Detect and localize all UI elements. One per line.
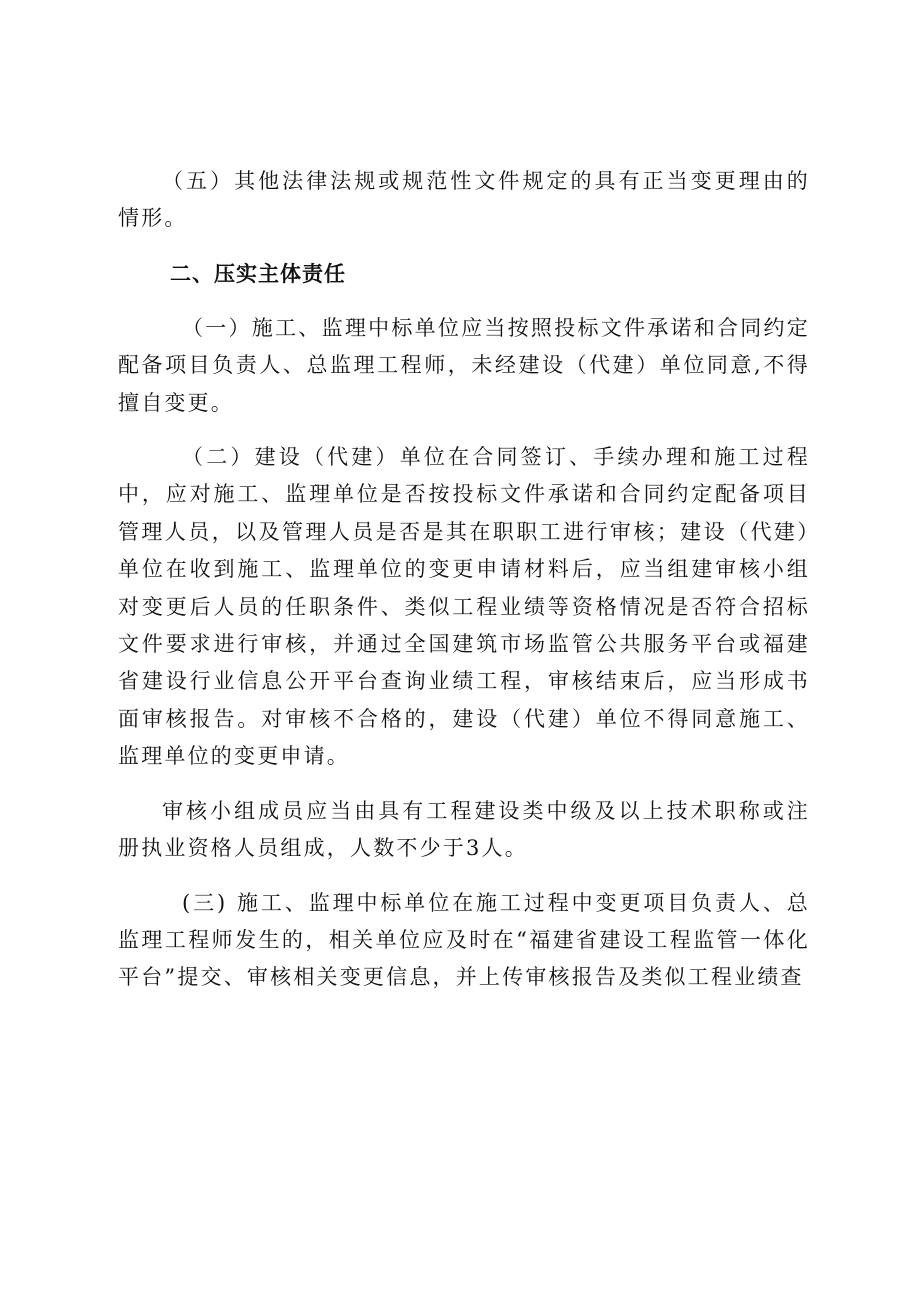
paragraph-item-3: (三) 施工、监理中标单位在施工过程中变更项目负责人、总监理工程师发生的，相关单位应及时在“福建省建设工程监管一体化平台”提交、审核相关变更信息，并上传审核报告及类似工程业绩查 [118,890,810,990]
paragraph-item-2: （二）建设（代建）单位在合同签订、手续办理和施工过程中，应对施工、监理单位是否按投标文件承诺和合同约定配备项目管理人员，以及管理人员是否是其在职职工进行审核；建设（代建）单位在收到施工、监理单位的变更申请材料后，应当组建审核小组对变更后人员的任职条件、类似工程业绩等资格情况是否符合招标文件要求进行审核，并通过全国建筑市场监管公共服务平台或福建省建设行业信息公开平台查询业绩工程，审核结束后，应当形成书面审核报告。对审核不合格的，建设（代建）单位不得同意施工、监理单位的变更申请。 [118,445,810,769]
paragraph-item-1: （一）施工、监理中标单位应当按照投标文件承诺和合同约定配备项目负责人、总监理工程师，未经建设（代建）单位同意,不得擅自变更。 [118,315,810,415]
section-heading-2: 二、压实主体责任 [170,261,346,286]
paragraph-review-team: 审核小组成员应当由具有工程建设类中级及以上技术职称或注册执业资格人员组成，人数不少于3人。 [118,798,810,861]
paragraph-item-5: （五）其他法律法规或规范性文件规定的具有正当变更理由的情形。 [118,169,810,231]
document-page [118,163,810,997]
